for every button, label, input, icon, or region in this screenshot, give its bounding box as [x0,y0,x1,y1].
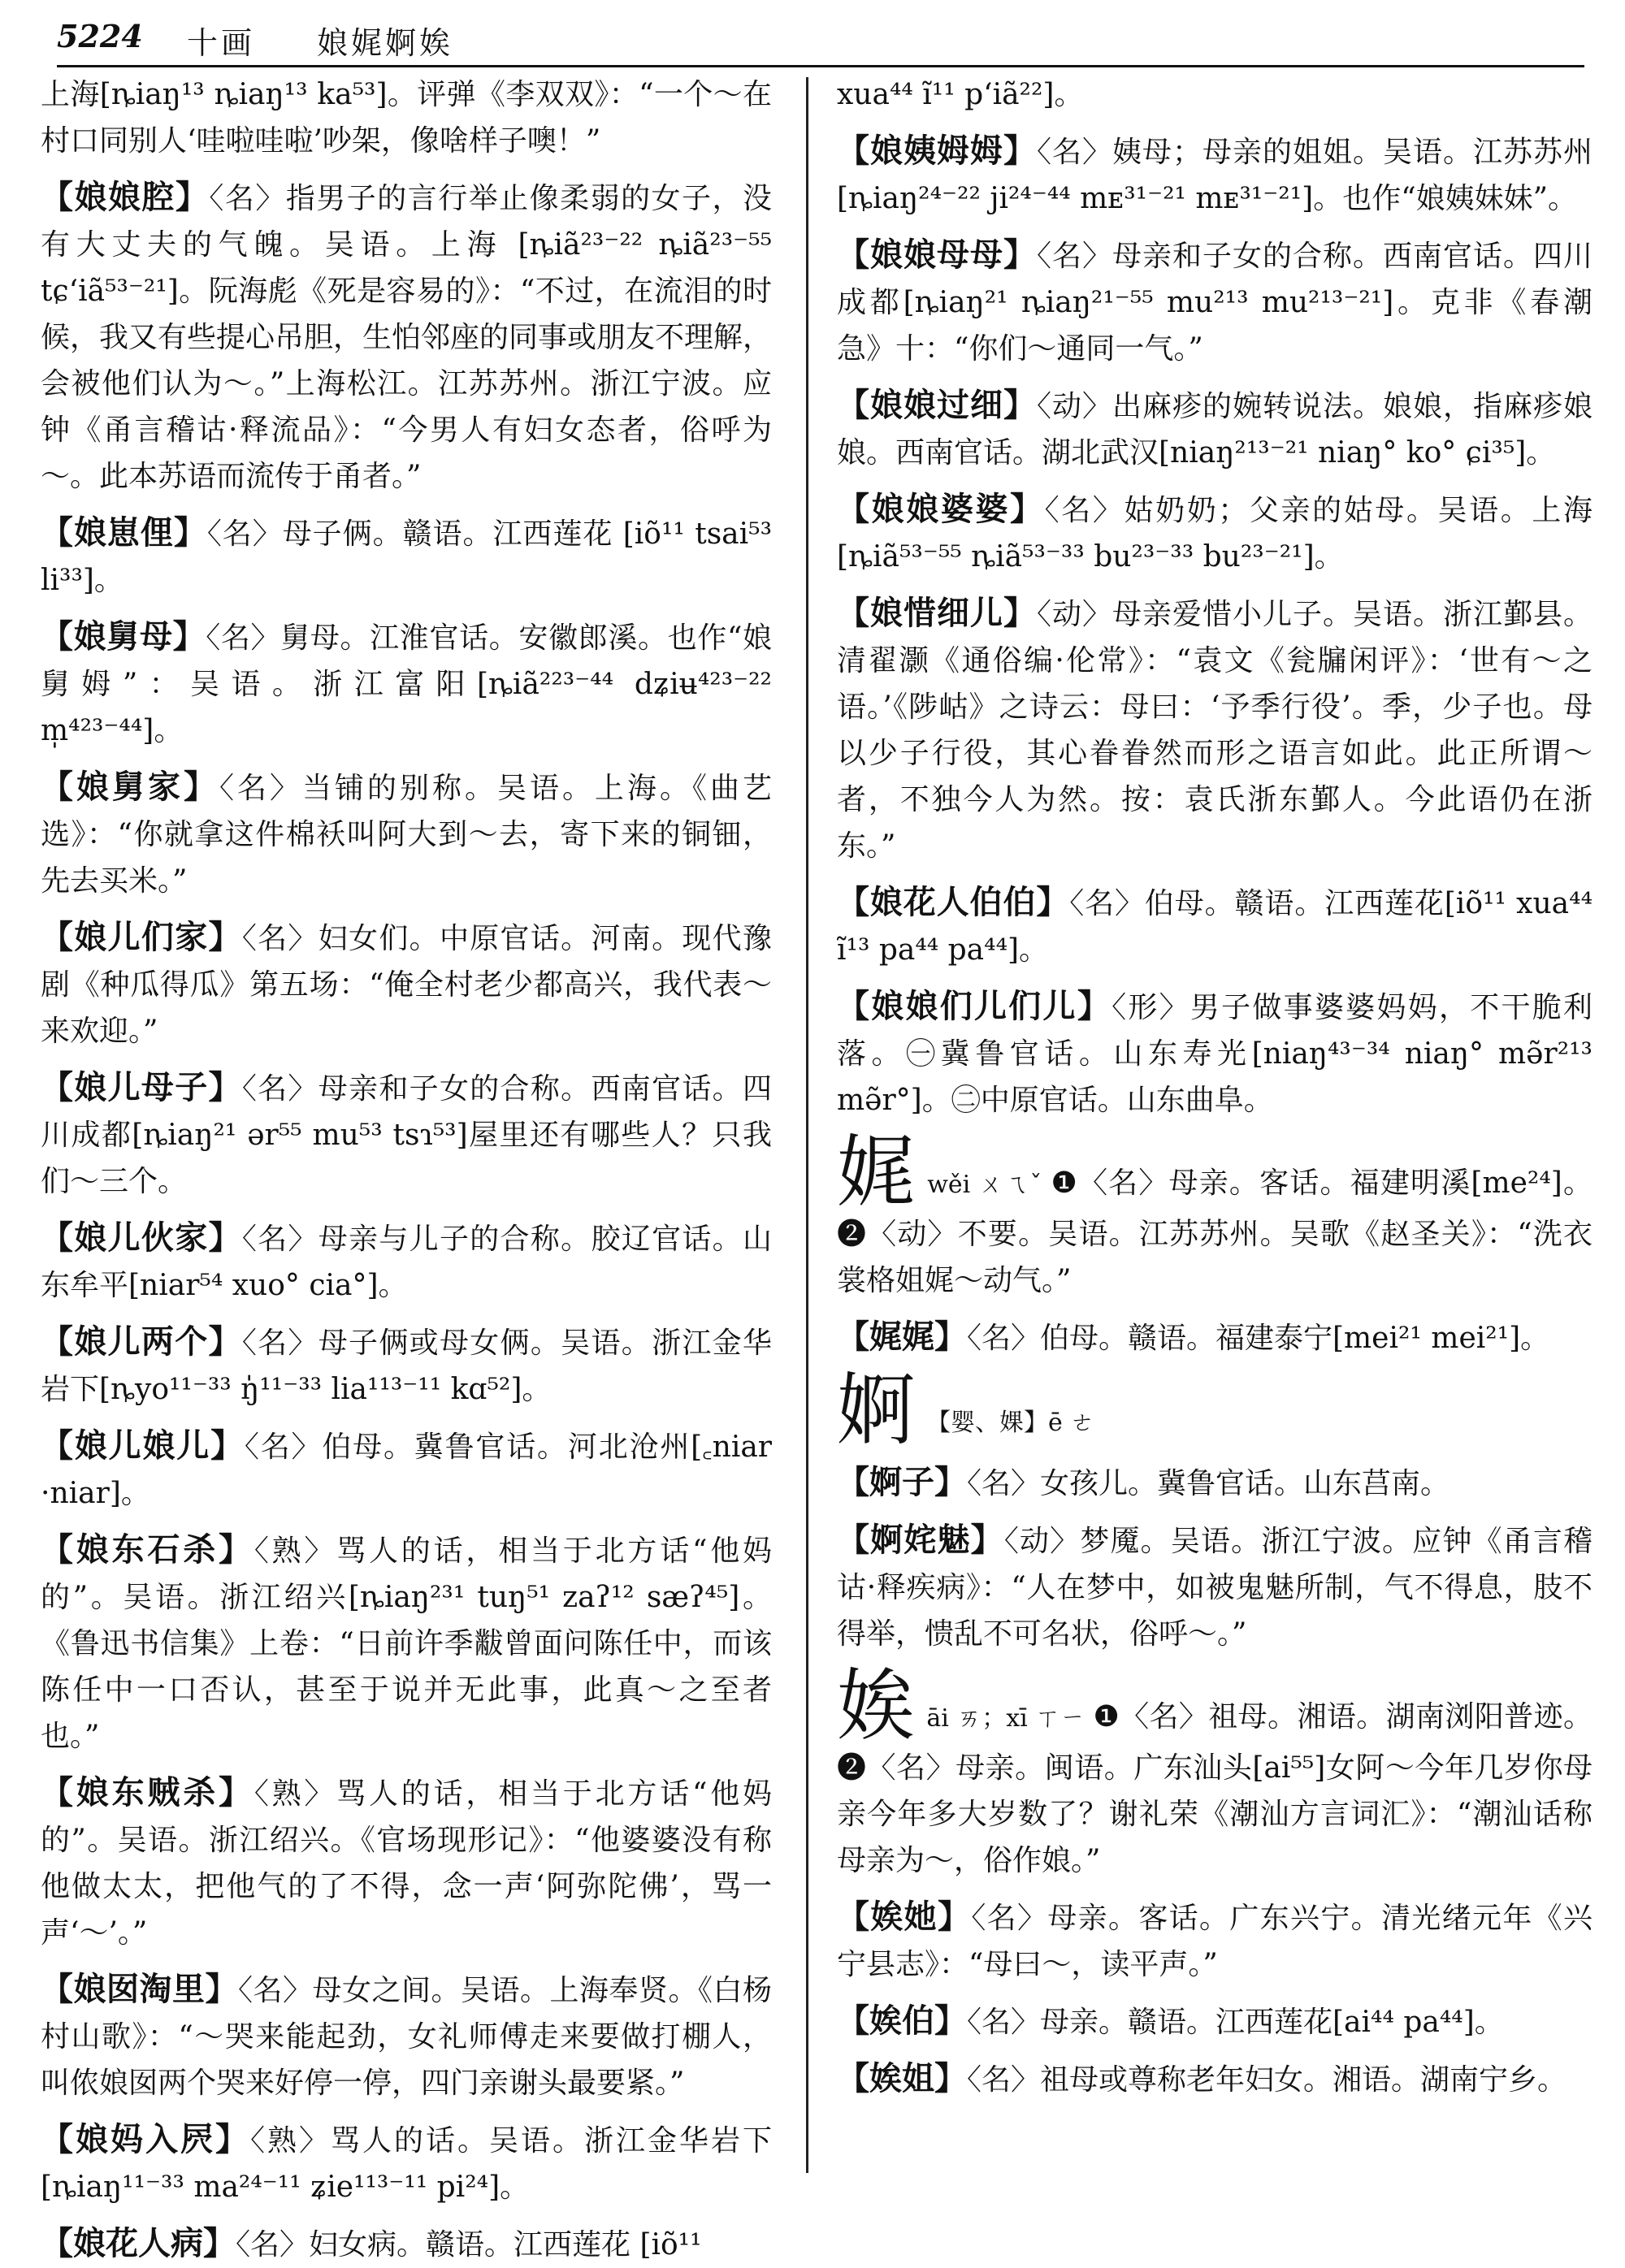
entry-headword: 【娘妈入屄】 [41,2120,250,2158]
page-header [57,16,1584,67]
dictionary-entry [837,879,1592,973]
entry-definition: 〈熟〉骂人的话，相当于北方话“他妈的”。吴语。浙江绍兴[ȵiaŋ²³¹ tuŋ⁵¹ zaʔ¹² sæʔ⁴⁵]。《鲁迅书信集》上卷：“日前许季黻曾面问陈任中，而该陈任中一口否认，甚至于说并无此事，此真～之至者也。” [41,1534,773,1753]
character-headword: 娓 [837,1127,916,1218]
entry-definition: 〈熟〉骂人的话。吴语。浙江金华岩下[ȵiaŋ¹¹⁻³³ ma²⁴⁻¹¹ ʑie¹¹³⁻¹¹ pi²⁴]。 [41,2124,772,2204]
entry-definition: 〈名〉母亲。赣语。江西莲花[ai⁴⁴ pa⁴⁴]。 [967,2006,1504,2039]
entry-definition: 〈名〉女孩儿。冀鲁官话。山东莒南。 [967,1467,1450,1500]
dictionary-entry [837,232,1592,372]
entry-definition: 〈名〉母子俩或母女俩。吴语。浙江金华岩下[ȵyo¹¹⁻³³ ŋ̍¹¹⁻³³ lia¹¹³⁻¹¹ kɑ⁵²]。 [41,1327,772,1406]
dictionary-entry [41,1064,772,1205]
character-headword: 婀 [837,1365,915,1456]
entry-headword: 【娘娘母母】 [837,236,1037,274]
dictionary-entry [41,2116,772,2210]
pronunciation: āi ㄞ；xī ㄒㄧ [926,1704,1086,1733]
entry-definition: 〈动〉母亲爱惜小儿子。吴语。浙江鄞县。清翟灏《通俗编·伦常》：“袁文《瓮牖闲评》：‘世有～之语。’《陟岵》之诗云：母曰：‘予季行役’。季，少子也。母以少子行役，其心眷眷然而形之语言如此。此正所谓～者，不独今人为然。按：袁氏浙东鄞人。今此语仍在浙东。” [837,598,1592,863]
entry-headword: 【娘娘腔】 [41,178,210,216]
column-divider [806,77,808,2173]
entry-definition: xua⁴⁴ ĩ¹¹ pʻiã²²]。 [837,78,1084,111]
entry-continuation [41,71,772,164]
entry-definition: 〈名〉当铺的别称。吴语。上海。《曲艺选》：“你就拿这件棉袄叫阿大到～去，寄下来的铜钿，先去买米。” [41,772,772,898]
entry-headword: 【娘崽俚】 [41,513,207,552]
entry-definition: 〈名〉母亲和子女的合称。西南官话。四川成都[ȵiaŋ²¹ ər⁵⁵ mu⁵³ tsɿ⁵³]屋里还有哪些人？只我们～三个。 [41,1072,772,1198]
entry-headword: 【娘儿伙家】 [41,1218,242,1257]
entry-headword: 【娭姐】 [837,2059,967,2097]
entry-headword: 【娘惜细儿】 [837,594,1037,632]
entry-definition: 〈名〉姑奶奶；父亲的姑母。吴语。上海[ȵiã⁵³⁻⁵⁵ ȵiã⁵³⁻³³ bu²³⁻³³ bu²³⁻²¹]。 [837,494,1592,573]
pronunciation: wěi ㄨㄟˇ [927,1171,1043,1199]
entry-headword: 【娘娘过细】 [837,386,1037,424]
left-column [41,71,773,2262]
entry-definition: 〈名〉伯母。冀鲁官话。河北沧州[꜀niar ·niar]。 [41,1430,773,1510]
dictionary-entry [41,2220,772,2268]
entry-definition: 〈名〉母子俩。赣语。江西莲花 [iõ¹¹ tsai⁵³ li³³]。 [41,517,773,597]
entry-headword: 【娘花人伯伯】 [837,883,1070,921]
entry-headword: 【娘娘们儿们儿】 [837,987,1112,1025]
dictionary-entry [837,128,1592,222]
entry-headword: 【娘儿们家】 [41,918,242,956]
entry-continuation [837,71,1592,118]
entry-headword: 【娘姨姆姆】 [837,132,1037,170]
dictionary-entry [41,914,772,1054]
page-number: 5224 [57,18,143,54]
entry-headword: 【娘儿娘儿】 [41,1426,245,1465]
entry-definition: 〈名〉母亲与儿子的合称。胶辽官话。山东牟平[niar⁵⁴ xuo° cia°]。 [41,1223,772,1302]
character-entry [837,1365,1592,1456]
entry-definition: 〈熟〉骂人的话，相当于北方话“他妈的”。吴语。浙江绍兴。《官场现形记》：“他婆婆没有称他做太太，把他气的了不得，念一声‘阿弥陀佛’，骂一声‘～’。” [41,1777,773,1950]
dictionary-entry [837,1997,1592,2045]
entry-headword: 【婀姹魅】 [837,1521,1004,1559]
dictionary-entry [41,1526,772,1759]
entry-headword: 【娭伯】 [837,2002,967,2040]
dictionary-entry [837,1517,1592,1657]
entry-definition: 〈名〉母亲。客话。广东兴宁。清光绪元年《兴宁县志》：“母曰～，读平声。” [837,1902,1592,1981]
character-headword: 娭 [837,1660,916,1751]
entry-definition: 〈名〉母亲和子女的合称。西南官话。四川成都[ȵiaŋ²¹ ȵiaŋ²¹⁻⁵⁵ mu²¹³ mu²¹³⁻²¹]。克非《春潮急》十：“你们～通同一气。” [837,240,1592,366]
dictionary-entry [837,382,1592,476]
dictionary-entry [41,174,772,500]
dictionary-entry [837,1459,1592,1507]
dictionary-entry [41,1769,772,1956]
dictionary-entry [41,1318,772,1413]
dictionary-entry [41,509,772,604]
entry-definition: 〈形〉男子做事婆婆妈妈，不干脆利落。㊀冀鲁官话。山东寿光[niaŋ⁴³⁻³⁴ niaŋ° mə̃r²¹³ mə̃r°]。㊁中原官话。山东曲阜。 [837,991,1592,1117]
entry-headword: 【娭她】 [837,1898,972,1936]
entry-headword: 【娘舅家】 [41,768,219,806]
stroke-section: 十画 [187,25,256,61]
dictionary-entry [837,590,1592,869]
entry-headword: 【娘囡淘里】 [41,1970,238,2008]
entry-definition: 〈动〉梦魇。吴语。浙江宁波。应钟《甬言稽诂·释疾病》：“人在梦中，如被鬼魅所制，气不得息，肢不得举，愦乱不可名状，俗呼～。” [837,1525,1592,1651]
entry-headword: 【娘东石杀】 [41,1530,254,1569]
entry-definition: ❶〈名〉祖母。湘语。湖南浏阳普迹。❷〈名〉母亲。闽语。广东汕头[ai⁵⁵]女阿～今年几岁你母亲今年多大岁数了？谢礼荣《潮汕方言词汇》：“潮汕话称母亲为～，俗作娘。” [837,1700,1592,1877]
pronunciation: 【婴、婐】ē ㄜ [926,1409,1095,1437]
entry-definition: 〈名〉姨母；母亲的姐姐。吴语。江苏苏州[ȵiaŋ²⁴⁻²² ji²⁴⁻⁴⁴ mᴇ³¹⁻²¹ mᴇ³¹⁻²¹]。也作“娘姨妹妹”。 [837,136,1592,215]
entry-definition: 〈名〉妇女们。中原官话。河南。现代豫剧《种瓜得瓜》第五场：“俺全村老少都高兴，我代表～来欢迎。” [41,922,772,1048]
entry-definition: ❶〈名〉母亲。客话。福建明溪[me²⁴]。❷〈动〉不要。吴语。江苏苏州。吴歌《赵圣关》：“洗衣裳格姐娓～动气。” [837,1166,1592,1297]
entry-headword: 【娘东贼杀】 [41,1773,254,1811]
dictionary-entry [41,764,772,904]
dictionary-entry [41,613,772,754]
entry-definition: 〈名〉妇女病。赣语。江西莲花 [iõ¹¹ [236,2228,702,2262]
dictionary-entry [837,983,1592,1123]
entry-headword: 【娓娓】 [837,1318,967,1356]
entry-definition: 〈名〉指男子的言行举止像柔弱的女子，没有大丈夫的气魄。吴语。上海 [ȵiã²³⁻²² ȵiã²³⁻⁵⁵ tɕʻiã⁵³⁻²¹]。阮海彪《死是容易的》：“不过，在流泪的时候，我又有些提心吊胆，生怕邻座的同事或朋友不理解，会被他们认为～。”上海松江。江苏苏州。浙江宁波。应钟《甬言稽诂·释流品》：“今男人有妇女态者，俗呼为～。此本苏语而流传于甬者。” [41,182,773,493]
dictionary-entry [837,1314,1592,1361]
entry-headword: 【娘娘婆婆】 [837,490,1045,528]
entry-definition: 〈名〉母女之间。吴语。上海奉贤。《白杨村山歌》：“～哭来能起劲，女礼师傅走来要做打棚人，叫侬娘囡两个哭来好停一停，四门亲谢头最要紧。” [41,1974,772,2100]
entry-headword: 【娘儿母子】 [41,1068,242,1106]
dictionary-entry [41,1422,772,1517]
entry-definition: 上海[ȵiaŋ¹³ ȵiaŋ¹³ ka⁵³]。评弹《李双双》：“一个～在村口同别人‘哇啦哇啦’吵架，像啥样子噢！” [41,78,772,158]
dictionary-entry [837,486,1592,580]
dictionary-entry [41,1214,772,1309]
entry-headword: 【婀子】 [837,1463,967,1501]
entry-definition: 〈动〉出麻疹的婉转说法。娘娘，指麻疹娘娘。西南官话。湖北武汉[niaŋ²¹³⁻²¹ niaŋ° ko° ɕi³⁵]。 [837,390,1592,470]
character-entry [837,1127,1592,1304]
right-column [837,71,1592,2184]
dictionary-entry [41,1966,772,2106]
entry-definition: 〈名〉伯母。赣语。江西莲花[iõ¹¹ xua⁴⁴ ĩ¹³ pa⁴⁴ pa⁴⁴]。 [837,887,1592,967]
entry-definition: 〈名〉伯母。赣语。福建泰宁[mei²¹ mei²¹]。 [967,1322,1550,1355]
page-headwords: 娘娓婀娭 [317,25,454,61]
entry-headword: 【娘舅母】 [41,617,206,656]
entry-headword: 【娘花人病】 [41,2224,236,2262]
entry-definition: 〈名〉祖母或尊称老年妇女。湘语。湖南宁乡。 [967,2063,1567,2097]
character-entry [837,1660,1592,1884]
entry-definition: 〈名〉舅母。江淮官话。安徽郎溪。也作“娘舅姆”：吴语。浙江富阳[ȵiã²²³⁻⁴⁴ dʑiʉ⁴²³⁻²² m̩⁴²³⁻⁴⁴]。 [41,621,772,747]
entry-headword: 【娘儿两个】 [41,1322,242,1361]
dictionary-entry [837,2055,1592,2103]
dictionary-entry [837,1894,1592,1988]
